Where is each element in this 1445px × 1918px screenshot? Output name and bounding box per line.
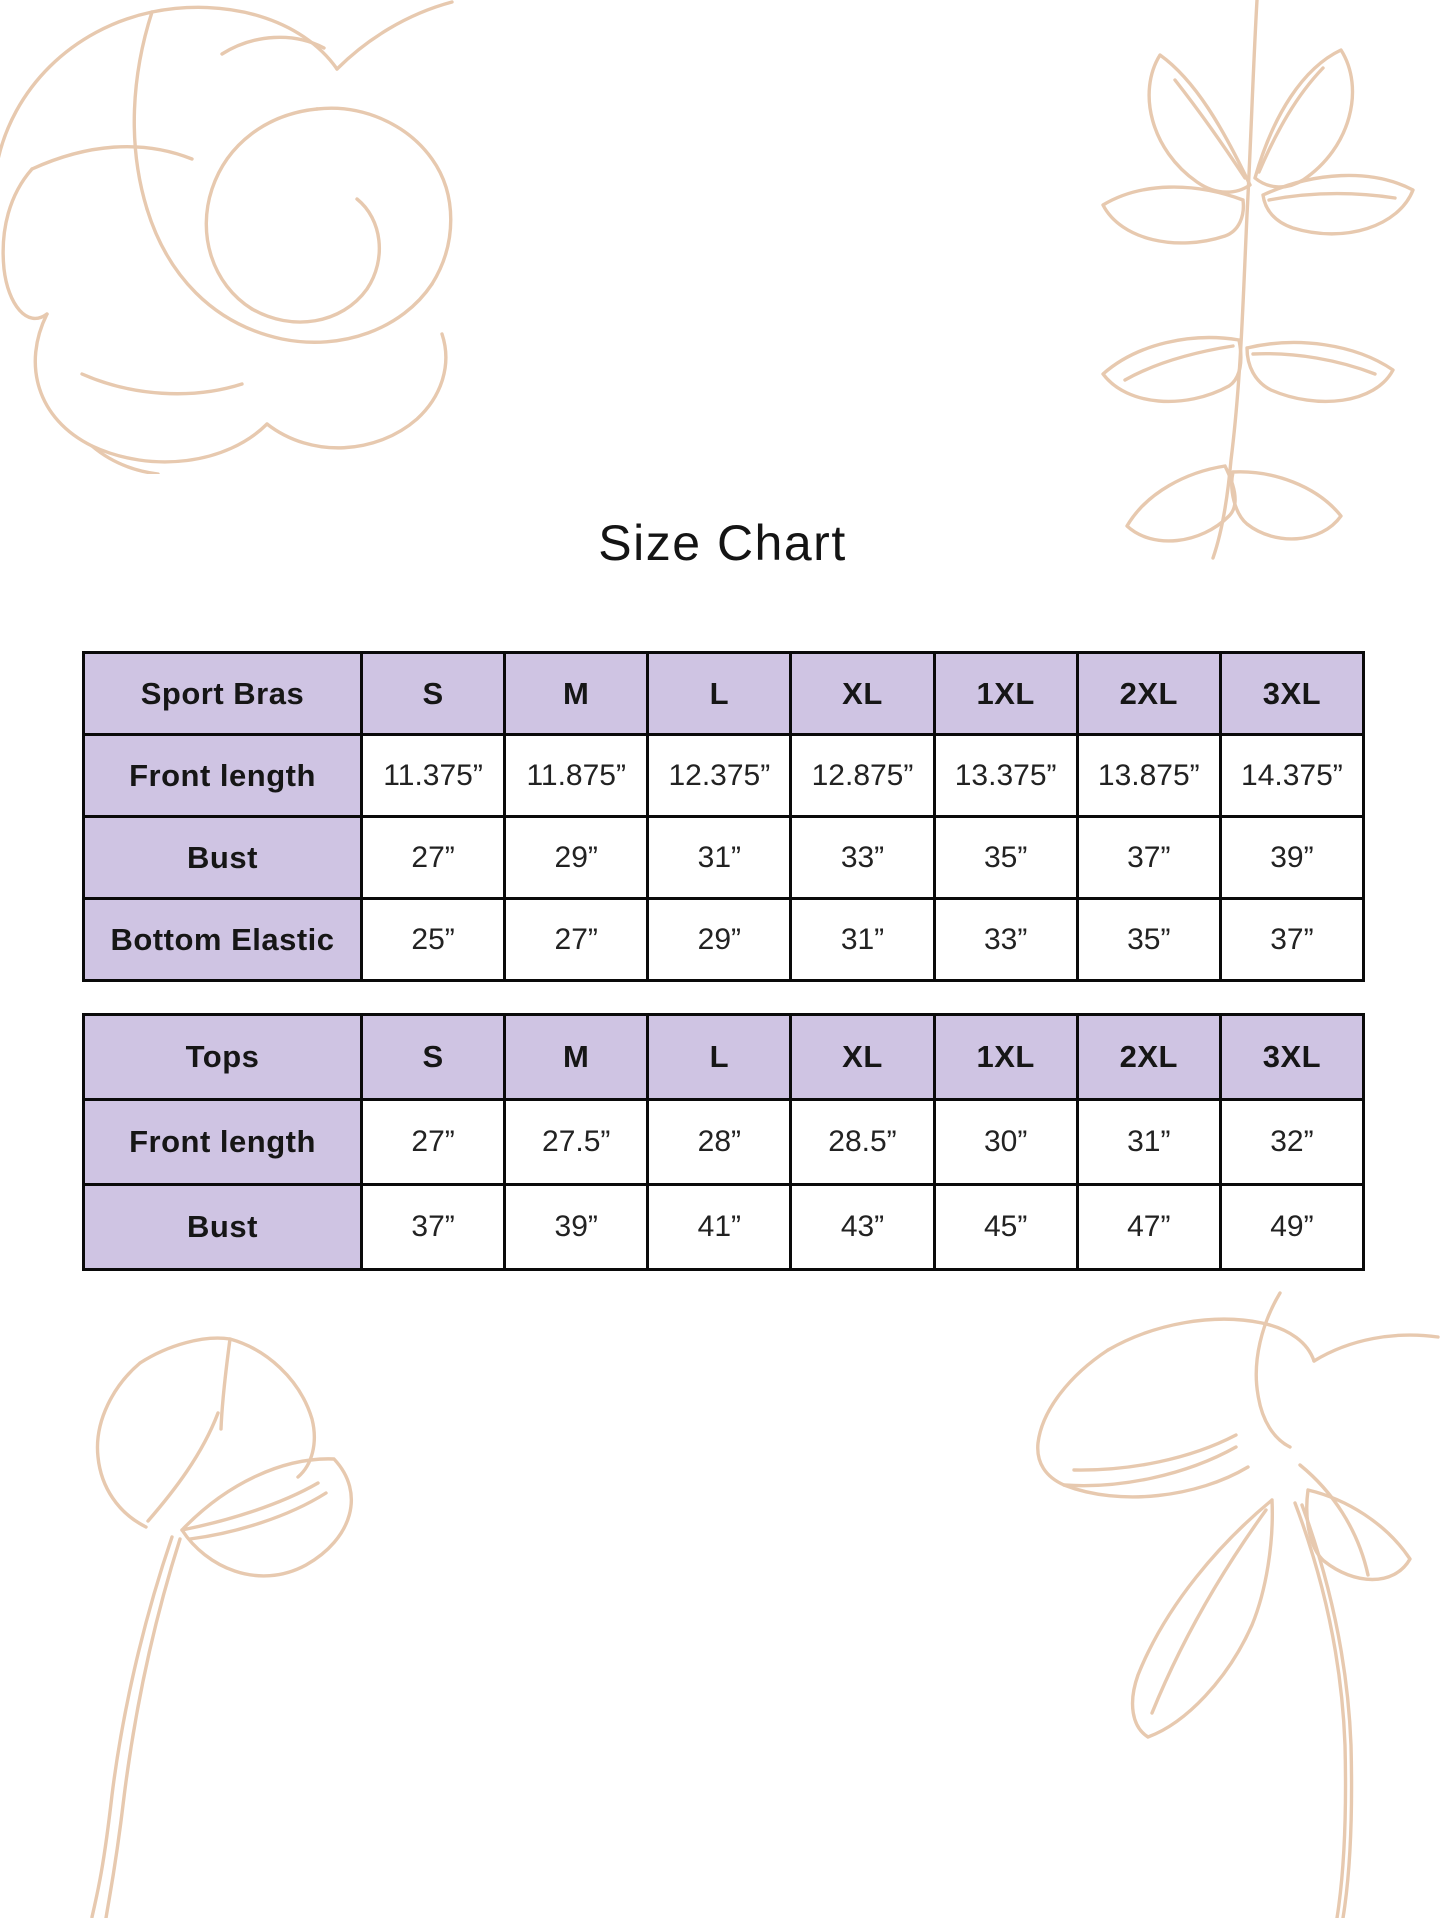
magnolia-flower-art (990, 1275, 1445, 1918)
value-cell: 28” (648, 1100, 791, 1185)
table-row (84, 735, 1364, 817)
value-cell: 31” (1077, 1100, 1220, 1185)
value-cell: 32” (1220, 1100, 1363, 1185)
value-cell: 39” (1220, 817, 1363, 899)
value-cell: 33” (791, 817, 934, 899)
size-header-cell: M (505, 1015, 648, 1100)
value-cell: 47” (1077, 1185, 1220, 1270)
size-header-cell: XL (791, 1015, 934, 1100)
value-cell: 37” (1220, 899, 1363, 981)
value-cell: 30” (934, 1100, 1077, 1185)
table-row (84, 653, 1364, 735)
value-cell: 35” (1077, 899, 1220, 981)
peony-flower-art (0, 0, 492, 474)
value-cell: 12.875” (791, 735, 934, 817)
size-header-cell: M (505, 653, 648, 735)
size-header-cell: 3XL (1220, 653, 1363, 735)
size-header-cell: 1XL (934, 653, 1077, 735)
table-row (84, 817, 1364, 899)
row-label-cell: Front length (84, 735, 362, 817)
value-cell: 13.875” (1077, 735, 1220, 817)
size-header-cell: 2XL (1077, 653, 1220, 735)
tops-size-table (82, 1013, 1365, 1271)
value-cell: 25” (362, 899, 505, 981)
value-cell: 28.5” (791, 1100, 934, 1185)
page-title: Size Chart (598, 515, 847, 571)
row-label-cell: Front length (84, 1100, 362, 1185)
table-title-cell: Sport Bras (84, 653, 362, 735)
value-cell: 11.375” (362, 735, 505, 817)
value-cell: 27” (362, 1100, 505, 1185)
value-cell: 43” (791, 1185, 934, 1270)
value-cell: 33” (934, 899, 1077, 981)
value-cell: 31” (648, 817, 791, 899)
row-label-cell: Bottom Elastic (84, 899, 362, 981)
value-cell: 41” (648, 1185, 791, 1270)
table-row (84, 1100, 1364, 1185)
row-label-cell: Bust (84, 1185, 362, 1270)
value-cell: 35” (934, 817, 1077, 899)
leaf-branch-art (1045, 0, 1445, 560)
size-header-cell: L (648, 653, 791, 735)
value-cell: 27” (362, 817, 505, 899)
size-header-cell: L (648, 1015, 791, 1100)
value-cell: 13.375” (934, 735, 1077, 817)
table-row (84, 899, 1364, 981)
poppy-flower-art (22, 1325, 382, 1918)
value-cell: 27” (505, 899, 648, 981)
size-header-cell: 1XL (934, 1015, 1077, 1100)
value-cell: 29” (505, 817, 648, 899)
size-header-cell: 3XL (1220, 1015, 1363, 1100)
value-cell: 45” (934, 1185, 1077, 1270)
value-cell: 39” (505, 1185, 648, 1270)
size-header-cell: S (362, 1015, 505, 1100)
value-cell: 31” (791, 899, 934, 981)
value-cell: 49” (1220, 1185, 1363, 1270)
value-cell: 27.5” (505, 1100, 648, 1185)
row-label-cell: Bust (84, 817, 362, 899)
size-header-cell: 2XL (1077, 1015, 1220, 1100)
size-header-cell: S (362, 653, 505, 735)
value-cell: 12.375” (648, 735, 791, 817)
value-cell: 11.875” (505, 735, 648, 817)
table-title-cell: Tops (84, 1015, 362, 1100)
sport-bras-size-table (82, 651, 1365, 982)
value-cell: 37” (362, 1185, 505, 1270)
size-header-cell: XL (791, 653, 934, 735)
table-row (84, 1185, 1364, 1270)
value-cell: 29” (648, 899, 791, 981)
value-cell: 14.375” (1220, 735, 1363, 817)
value-cell: 37” (1077, 817, 1220, 899)
table-row (84, 1015, 1364, 1100)
